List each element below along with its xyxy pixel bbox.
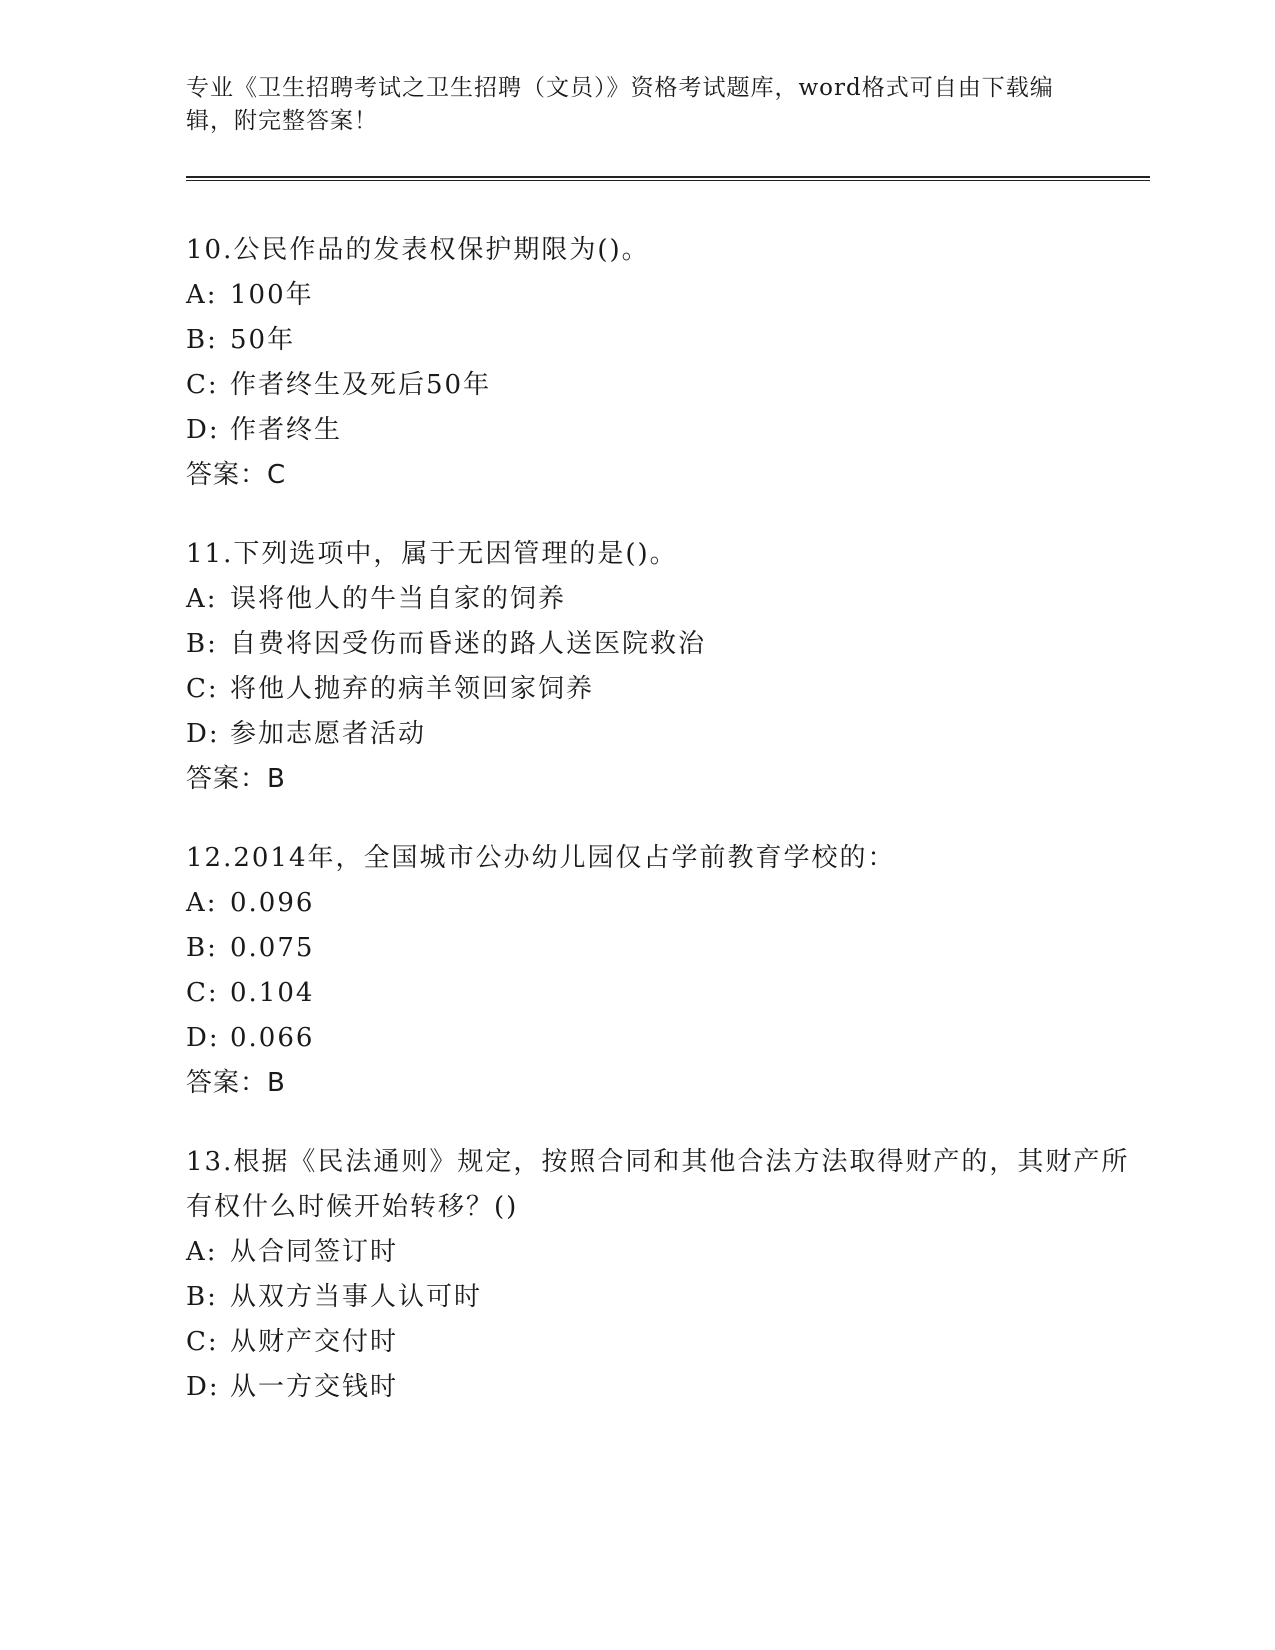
option-b — [186, 318, 1146, 363]
option-text: 作者终生 — [230, 415, 343, 445]
option-c — [186, 971, 1146, 1016]
option-key: A: — [186, 1237, 218, 1267]
option-key: B: — [186, 629, 218, 659]
option-key: C: — [186, 370, 219, 400]
option-text: 参加志愿者活动 — [230, 719, 427, 749]
option-text: 自费将因受伤而昏迷的路人送医院救治 — [230, 629, 707, 659]
option-text: 0.104 — [230, 978, 315, 1008]
option-key: C: — [186, 1327, 219, 1357]
option-b — [186, 1275, 1146, 1320]
option-c — [186, 363, 1146, 408]
option-text: 将他人抛弃的病羊领回家饲养 — [230, 674, 595, 704]
option-text: 作者终生及死后50年 — [230, 370, 492, 400]
answer: 答案：C — [186, 460, 287, 490]
option-text: 0.096 — [230, 888, 315, 918]
option-key: D: — [186, 1372, 220, 1402]
option-d — [186, 1365, 1146, 1410]
option-a — [186, 577, 1146, 622]
question-12 — [186, 836, 1146, 1106]
option-key: A: — [186, 584, 218, 614]
option-a — [186, 1230, 1146, 1275]
option-key: D: — [186, 719, 220, 749]
question-stem: 10.公民作品的发表权保护期限为()。 — [186, 235, 650, 265]
option-key: A: — [186, 888, 218, 918]
question-10 — [186, 228, 1146, 498]
option-d — [186, 1016, 1146, 1061]
option-key: A: — [186, 280, 218, 310]
option-a — [186, 881, 1146, 926]
option-key: B: — [186, 933, 218, 963]
document-header — [186, 72, 1146, 138]
option-text: 100年 — [230, 280, 314, 310]
option-a — [186, 273, 1146, 318]
option-text: 0.075 — [230, 933, 315, 963]
option-key: C: — [186, 674, 219, 704]
question-stem: 12.2014年，全国城市公办幼儿园仅占学前教育学校的： — [186, 843, 896, 873]
option-text: 误将他人的牛当自家的饲养 — [230, 584, 567, 614]
option-key: B: — [186, 1282, 218, 1312]
question-list — [186, 228, 1146, 1444]
question-stem: 13.根据《民法通则》规定，按照合同和其他合法方法取得财产的，其财产所有权什么时候开始转移？() — [186, 1147, 1130, 1222]
header-divider — [186, 176, 1150, 181]
question-stem: 11.下列选项中，属于无因管理的是()。 — [186, 539, 678, 569]
option-b — [186, 926, 1146, 971]
question-13 — [186, 1140, 1146, 1410]
header-text: 专业《卫生招聘考试之卫生招聘（文员）》资格考试题库，word格式可自由下载编辑，附完整答案！ — [186, 75, 1054, 134]
answer: 答案：B — [186, 764, 286, 794]
option-text: 0.066 — [230, 1023, 315, 1053]
option-key: C: — [186, 978, 219, 1008]
option-text: 从双方当事人认可时 — [230, 1282, 483, 1312]
option-c — [186, 667, 1146, 712]
option-b — [186, 622, 1146, 667]
question-11 — [186, 532, 1146, 802]
option-text: 从财产交付时 — [230, 1327, 399, 1357]
option-text: 从合同签订时 — [230, 1237, 399, 1267]
option-key: D: — [186, 415, 220, 445]
option-key: B: — [186, 325, 218, 355]
option-c — [186, 1320, 1146, 1365]
option-d — [186, 712, 1146, 757]
option-text: 50年 — [230, 325, 296, 355]
answer: 答案：B — [186, 1068, 286, 1098]
option-d — [186, 408, 1146, 453]
option-key: D: — [186, 1023, 220, 1053]
option-text: 从一方交钱时 — [230, 1372, 399, 1402]
